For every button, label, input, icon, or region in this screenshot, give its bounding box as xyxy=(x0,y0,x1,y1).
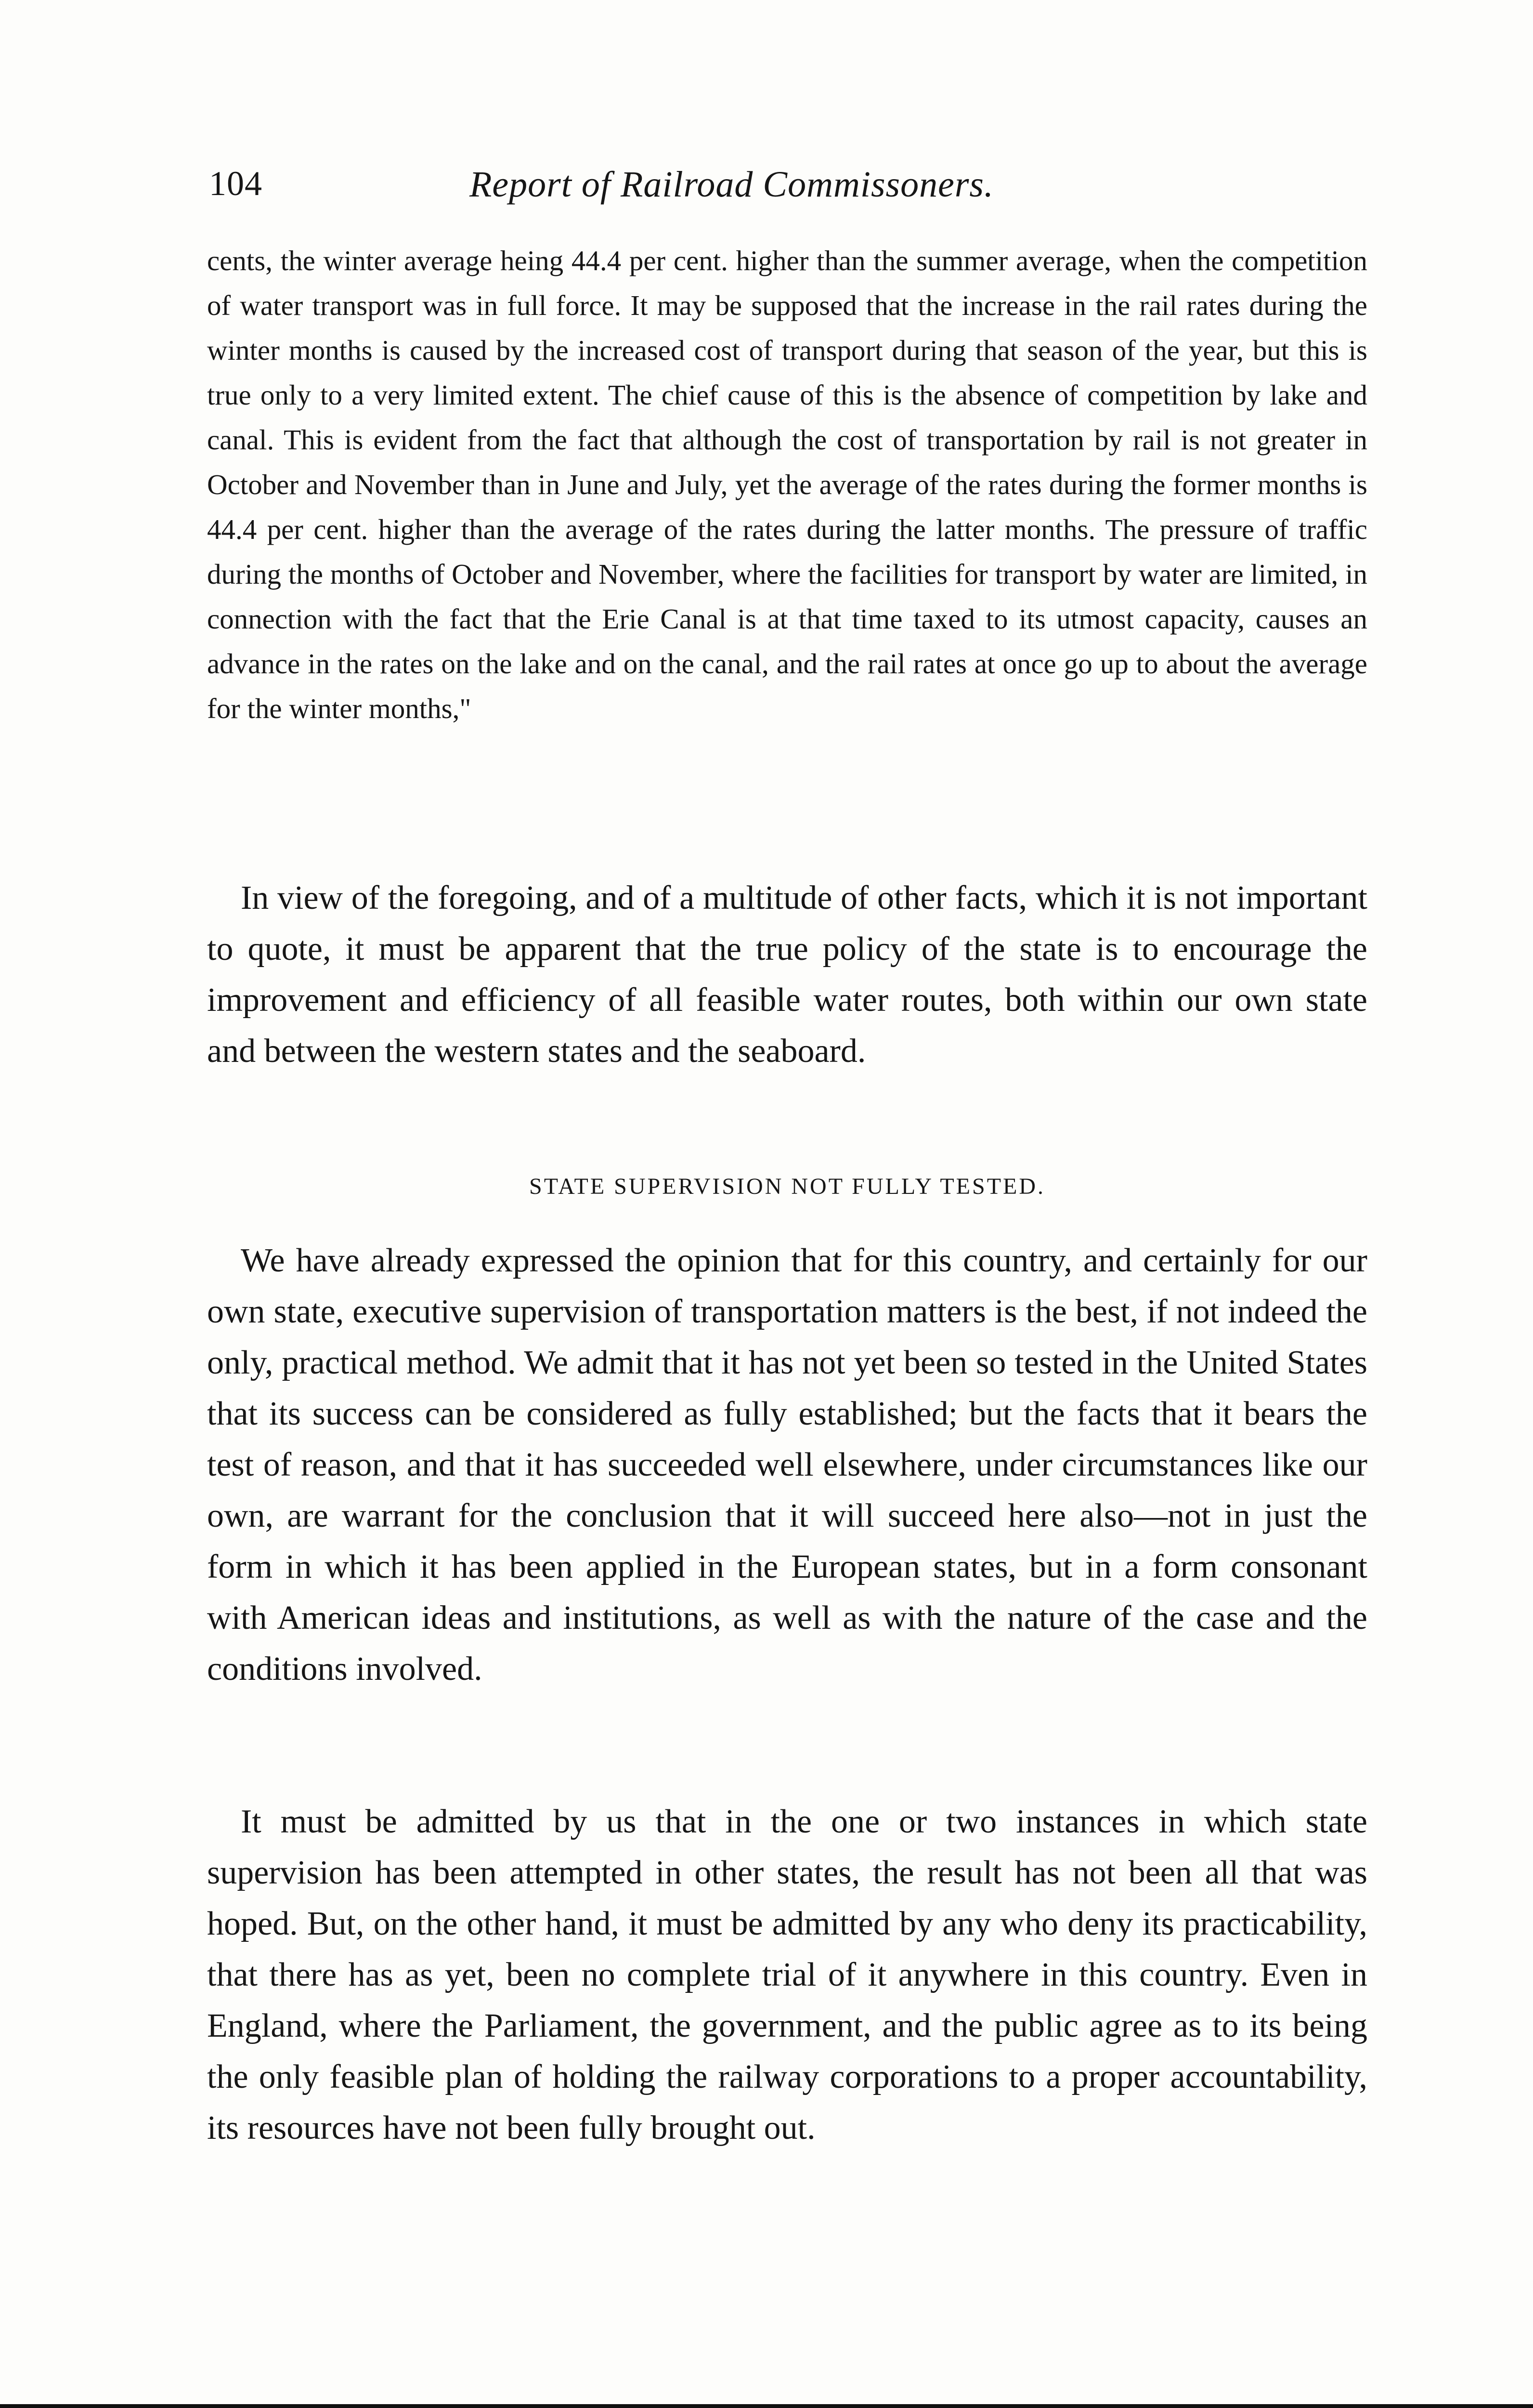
quoted-passage: cents, the winter average heing 44.4 per cent. higher than the summer average, when the competition of water transport was in full force. It may be supposed that the increase in the rail rates during the winter months is caused by the increased cost of transport during that season of the year, but this is true only to a very limited extent. The chief cause of this is the absence of competition by lake and canal. This is evident from the fact that although the cost of transportation by rail is not greater in October and November than in June and July, yet the average of the rates during the former months is 44.4 per cent. higher than the average of the rates during the latter months. The pressure of traffic during the months of October and November, where the facilities for transport by water are limited, in connection with the fact that the Erie Canal is at that time taxed to its utmost capacity, causes an advance in the rates on the lake and on the canal, and the rail rates at once go up to about the average for the winter months," xyxy=(207,245,1367,724)
body-paragraph-executive-supervision: We have already expressed the opinion that for this country, and certainly for our own state, executive supervision of transportation matters is the best, if not indeed the only, practical method. We admit that it has not yet been so tested in the United States that its success can be considered as fully established; but the facts that it bears the test of reason, and that it has succeeded well elsewhere, under circumstances like our own, are warrant for the conclusion that it will succeed here also—not in just the form in which it has been applied in the European states, but in a form consonant with American ideas and institutions, as well as with the nature of the case and the conditions involved. xyxy=(207,1242,1367,1688)
body-paragraph-admission: It must be admitted by us that in the one or two instances in which state supervision has been attempted in other states, the result has not been all that was hoped. But, on the other hand, it must be admitted by any who deny its practicability, that there has as yet, been no complete trial of it anywhere in this country. Even in England, where the Parliament, the government, and the public agree as to its being the only feasible plan of holding the railway corporations to a proper accountability, its resources have not been fully brought out. xyxy=(207,1803,1367,2146)
page-number: 104 xyxy=(209,164,262,203)
page-bottom-rule xyxy=(0,2404,1533,2408)
section-heading: STATE SUPERVISION NOT FULLY TESTED. xyxy=(529,1174,1045,1199)
body-paragraph-foregoing: In view of the foregoing, and of a multitude of other facts, which it is not important to quote, it must be apparent that the true policy of the state is to encourage the improvement and efficiency of all feasible water routes, both within our own state and between the western states and the seaboard. xyxy=(207,879,1367,1070)
running-head-title: Report of Railroad Commissoners. xyxy=(469,164,994,205)
